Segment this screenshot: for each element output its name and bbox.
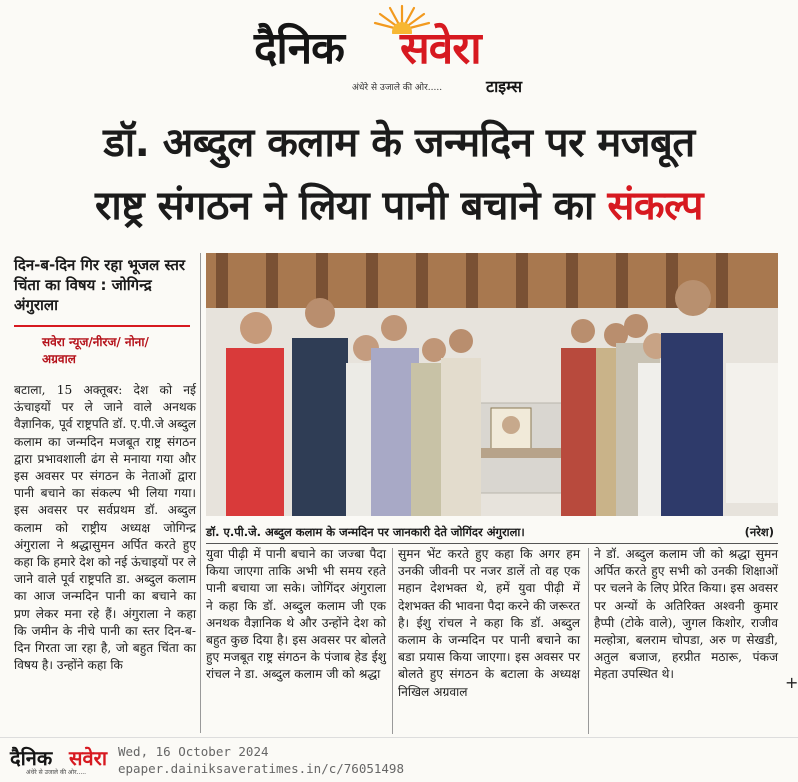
brand-name-red: सवेरा [400,23,481,74]
brand-times: टाइम्स [486,77,523,96]
footer-url[interactable]: epaper.dainiksaveratimes.in/c/76051498 [118,761,404,776]
column-divider [588,548,589,734]
photo-caption-row [206,521,778,541]
column-divider [392,548,393,734]
article-column-3: सुमन भेंट करते हुए कहा कि अगर हम उनकी जीवनी पर नजर डालें तो वह एक महान देशभक्त थे, हमें युवा पीढ़ी में देशभक्त की भावना पैदा करने की जरूरत है। ईशु रांचल ने कहा कि डॉ. अब्दुल कलाम के जन्मदिन पर पानी बचाने का बडा प्रयास किया जाएगा। इस अवसर पर बोलते हुए संगठन के बटाला के अध्यक्ष निखिल अग्रवाल [398,547,580,699]
brand-tagline: अंधेरे से उजाले की ओर..... [352,83,443,93]
photo-caption: डॉ. ए.पी.जे. अब्दुल कलाम के जन्मदिन पर जानकारी देते जोगिंदर अंगुराला। [206,525,525,539]
article-column-2: युवा पीढ़ी में पानी बचाने का जज्बा पैदा किया जाएगा ताकि अभी भी समय रहते पानी बचाया जा सके। जोगिंदर अंगुराला ने कहा कि डॉ. अब्दुल कलाम जी एक अनथक वैज्ञानिक थे और उन्होंने देश को बहुत कुछ दिया है। इस अवसर पर बोलते हुए मजबूत राष्ट्र संगठन के पंजाब हेड ईशु रांचल ने डा. अब्दुल कलाम जी को श्रद्धा [206,547,386,682]
footer-brand-red: सवेरा [69,746,107,770]
event-photo [206,253,778,516]
column-divider [200,253,201,733]
caption-divider [206,543,778,544]
brand-name-black: दैनिक [254,23,344,74]
article-subhead: दिन-ब-दिन गिर रहा भूजल स्तर चिंता का विषय : जोगिन्द्र अंगुराला [14,256,186,314]
footer-date: Wed, 16 October 2024 [118,744,269,759]
photo-credit: (नरेश) [744,525,774,539]
headline-line-2-main: राष्ट्र संगठन ने लिया पानी बचाने का [95,183,608,229]
headline-highlight: संकल्प [607,183,703,229]
footer-brand-black: दैनिक [10,746,53,770]
zoom-plus-icon[interactable]: + [785,673,798,692]
article-column-1: बटाला, 15 अक्तूबर: देश को नई ऊंचाइयों पर ले जाने वाले अनथक वैज्ञानिक, पूर्व राष्ट्रपति डॉ. ए.पी.जे अब्दुल कलाम का जन्मदिन मजबूत राष्ट्र संगठन द्वारा प्रभावशाली ढंग से मनाया गया और इस अवसर पर संगठन के नेताओं द्वारा पानी बचाने का संकल्प भी लिया गया। इस अवसर पर सर्वप्रथम डॉ. अब्दुल कलाम को राष्ट्रीय अध्यक्ष जोगिन्द्र अंगुराला ने श्रद्धासुमन अर्पित करते हुए कहा कि हमारे देश को नई ऊंचाइयों पर ले जाने वाले पूर्व राष्ट्रपति डा. अब्दुल कलाम का आज जन्मदिन पानी का बचाने का प्रण लेकर मना रहे हैं। अंगुराला ने कहा कि जमीन के नीचे पानी का स्तर दिन-ब-दिन गिरता जा रहा है, जो बहुत चिंता का विषय है। उन्होंने कहा कि [14,383,196,673]
subhead-divider [14,325,190,327]
byline: सवेरा न्यूज/नीरज/ नोना/अग्रवाल [42,335,149,366]
article-column-4: ने डॉ. अब्दुल कलाम जी को श्रद्धा सुमन अर्पित करते हुए सभी को उनकी शिक्षाओं पर चलने के लिए प्रेरित किया। इस अवसर पर अन्यों के अतिरिक्त अश्वनी कुमार हैप्पी (टोके वाले), जुगल किशोर, राजीव मल्होत्रा, बलराम चोपडा, अरु ण सेखडी, अतुल बजाज, हरप्रीत मठारू, पंकज मेहता उपस्थित थे। [594,547,778,682]
headline-line-1: डॉ. अब्दुल कलाम के जन्मदिन पर मजबूत [103,120,695,166]
headline-line-2 [0,176,798,231]
footer-tagline: अंधेरे से उजाले की ओर..... [26,769,87,776]
